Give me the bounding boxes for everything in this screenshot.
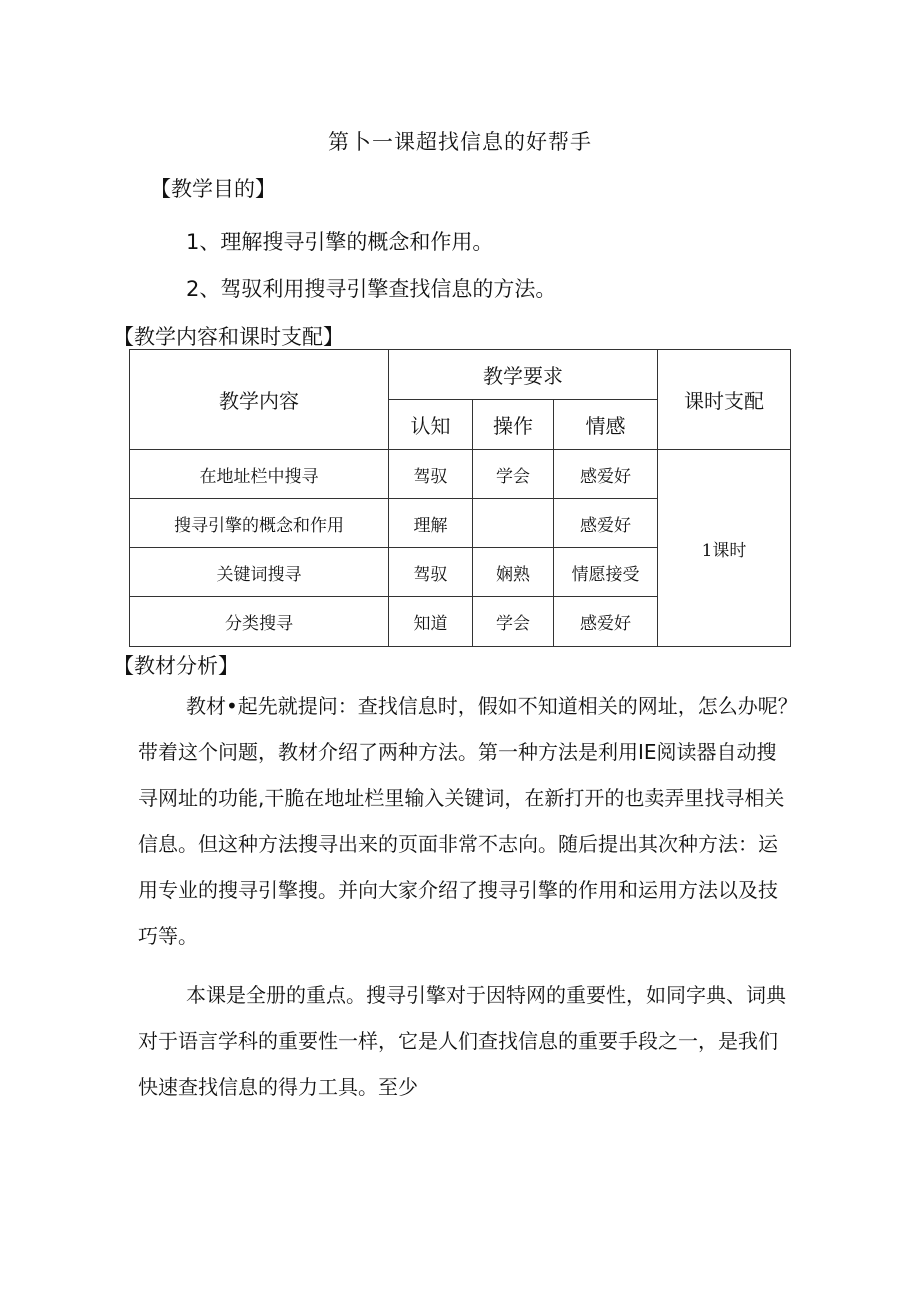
row-content: 搜寻引擎的概念和作用 — [130, 499, 389, 548]
paragraph-line: 快速查找信息的得力工具。至少 — [138, 1075, 418, 1099]
goals-heading: 【教学目的】 — [150, 177, 276, 201]
paragraph-line: 巧等。 — [138, 924, 198, 948]
row-emotion: 感爱好 — [554, 597, 658, 647]
row-emotion: 感爱好 — [554, 450, 658, 499]
goal-item-1: 1、理解搜寻引擎的概念和作用。 — [186, 230, 494, 254]
goal-item-2: 2、驾驭利用搜寻引擎查找信息的方法。 — [186, 277, 557, 301]
row-cognition: 理解 — [389, 499, 473, 548]
table-row — [130, 450, 791, 499]
row-operation: 学会 — [473, 450, 554, 499]
header-cognition: 认知 — [389, 400, 473, 450]
row-cognition: 驾驭 — [389, 450, 473, 499]
header-hours: 课时支配 — [658, 350, 791, 450]
row-content: 分类搜寻 — [130, 597, 389, 647]
paragraph-line: 本课是全册的重点。搜寻引擎对于因特网的重要性，如同字典、词典 — [186, 983, 786, 1007]
row-cognition: 知道 — [389, 597, 473, 647]
paragraph-line: 带着这个问题，教材介绍了两种方法。第一种方法是利用IE阅读器自动搜 — [138, 740, 777, 764]
row-emotion: 感爱好 — [554, 499, 658, 548]
row-operation: 学会 — [473, 597, 554, 647]
row-content: 在地址栏中搜寻 — [130, 450, 389, 499]
row-content: 关键词搜寻 — [130, 548, 389, 597]
paragraph-line: 寻网址的功能,干脆在地址栏里输入关键词，在新打开的也卖弄里找寻相关 — [138, 786, 785, 810]
content-heading: 【教学内容和课时支配】 — [113, 325, 344, 349]
analysis-paragraph-1 — [138, 683, 858, 959]
row-operation — [473, 499, 554, 548]
analysis-heading: 【教材分析】 — [113, 654, 239, 678]
row-cognition: 驾驭 — [389, 548, 473, 597]
paragraph-line: 教材•起先就提问：查找信息时，假如不知道相关的网址，怎么办呢？ — [186, 694, 798, 718]
paragraph-line: 用专业的搜寻引擎搜。并向大家介绍了搜寻引擎的作用和运用方法以及技 — [138, 878, 778, 902]
header-requirement: 教学要求 — [389, 350, 658, 400]
row-emotion: 情愿接受 — [554, 548, 658, 597]
hours-value: 1课时 — [658, 450, 791, 647]
analysis-paragraph-2 — [138, 972, 858, 1110]
paragraph-line: 对于语言学科的重要性一样，它是人们查找信息的重要手段之一，是我们 — [138, 1029, 778, 1053]
header-emotion: 情感 — [554, 400, 658, 450]
page-title: 第卜一课超找信息的好帮手 — [328, 130, 592, 154]
row-operation: 娴熟 — [473, 548, 554, 597]
paragraph-line: 信息。但这种方法搜寻出来的页面非常不志向。随后提出其次种方法：运 — [138, 832, 778, 856]
lesson-table — [129, 349, 791, 647]
header-content: 教学内容 — [130, 350, 389, 450]
header-operation: 操作 — [473, 400, 554, 450]
